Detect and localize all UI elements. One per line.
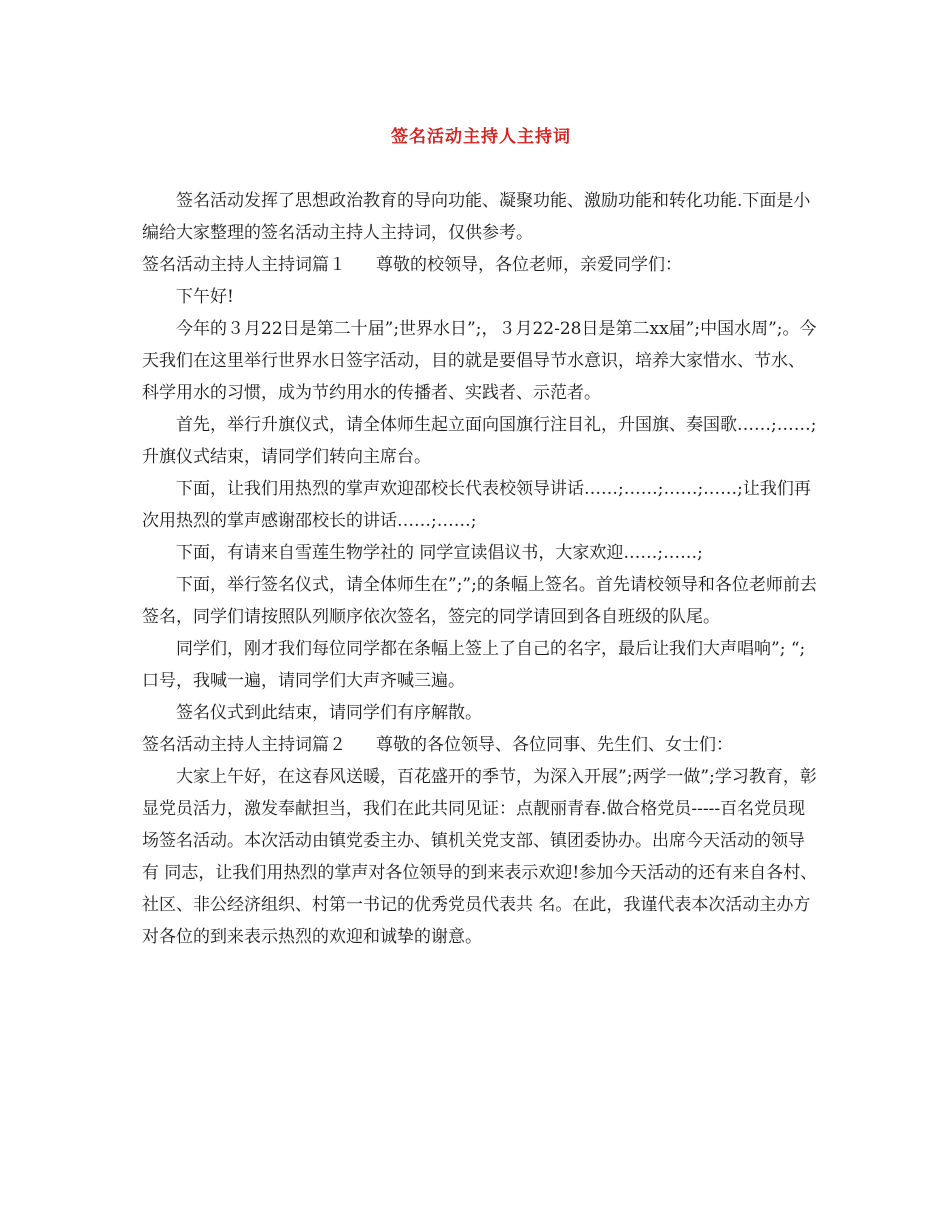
intro-paragraph: 签名活动发挥了思想政治教育的导向功能、凝聚功能、激励功能和转化功能.下面是小编给大家整理的签名活动主持人主持词，仅供参考。 xyxy=(142,191,811,243)
paragraph: 下面，举行签名仪式，请全体师生在”;”;的条幅上签名。首先请校领导和各位老师前去签名，同学们请按照队列顺序依次签名，签完的同学请回到各自班级的队尾。 xyxy=(142,575,817,627)
paragraph: 同学们，刚才我们每位同学都在条幅上签上了自己的名字，最后让我们大声唱响”; “;口号，我喊一遍，请同学们大声齐喊三遍。 xyxy=(142,639,806,691)
paragraph: 下午好! xyxy=(176,287,234,307)
document-title: 签名活动主持人主持词 xyxy=(391,127,571,147)
section-heading-1-greeting: 尊敬的校领导，各位老师，亲爱同学们： xyxy=(376,255,682,275)
document-body xyxy=(142,185,820,953)
paragraph: 今年的３月22日是第二十届”;世界水日”;，３月22-28日是第二xx届”;中国水周”;。今天我们在这里举行世界水日签字活动，目的就是要倡导节水意识，培养大家惜水、节水、科学用水的习惯，成为节约用水的传播者、实践者、示范者。 xyxy=(142,319,817,403)
paragraph: 签名仪式到此结束，请同学们有序解散。 xyxy=(176,703,482,723)
section-heading-2-greeting: 尊敬的各位领导、各位同事、先生们、女士们： xyxy=(376,735,733,755)
section-heading-2-title: 签名活动主持人主持词篇２ xyxy=(142,735,346,755)
section-heading-2 xyxy=(142,729,820,761)
paragraph: 大家上午好，在这春风送暖，百花盛开的季节，为深入开展”;两学一做”;学习教育，彰显党员活力，激发奉献担当，我们在此共同见证：点靓丽青春.做合格党员-----百名党员现场签名活动。本次活动由镇党委主办、镇机关党支部、镇团委协办。出席今天活动的领导有 同志，让我们用热烈的掌声对各位领导的到来表示欢迎!参加今天活动的还有来自各村、社区、非公经济组织、村第一书记的优秀党员代表共 名。在此，我谨代表本次活动主办方对各位的到来表示热烈的欢迎和诚挚的谢意。 xyxy=(142,767,818,947)
paragraph: 下面，有请来自雪莲生物学社的 同学宣读倡议书，大家欢迎……;……; xyxy=(176,543,703,563)
section-heading-1-title: 签名活动主持人主持词篇１ xyxy=(142,255,346,275)
section-heading-1 xyxy=(142,249,820,281)
paragraph: 下面，让我们用热烈的掌声欢迎邵校长代表校领导讲话……;……;……;……;让我们再次用热烈的掌声感谢邵校长的讲话……;……; xyxy=(142,479,811,531)
paragraph: 首先，举行升旗仪式，请全体师生起立面向国旗行注目礼，升国旗、奏国歌……;……;升旗仪式结束，请同学们转向主席台。 xyxy=(142,415,817,467)
